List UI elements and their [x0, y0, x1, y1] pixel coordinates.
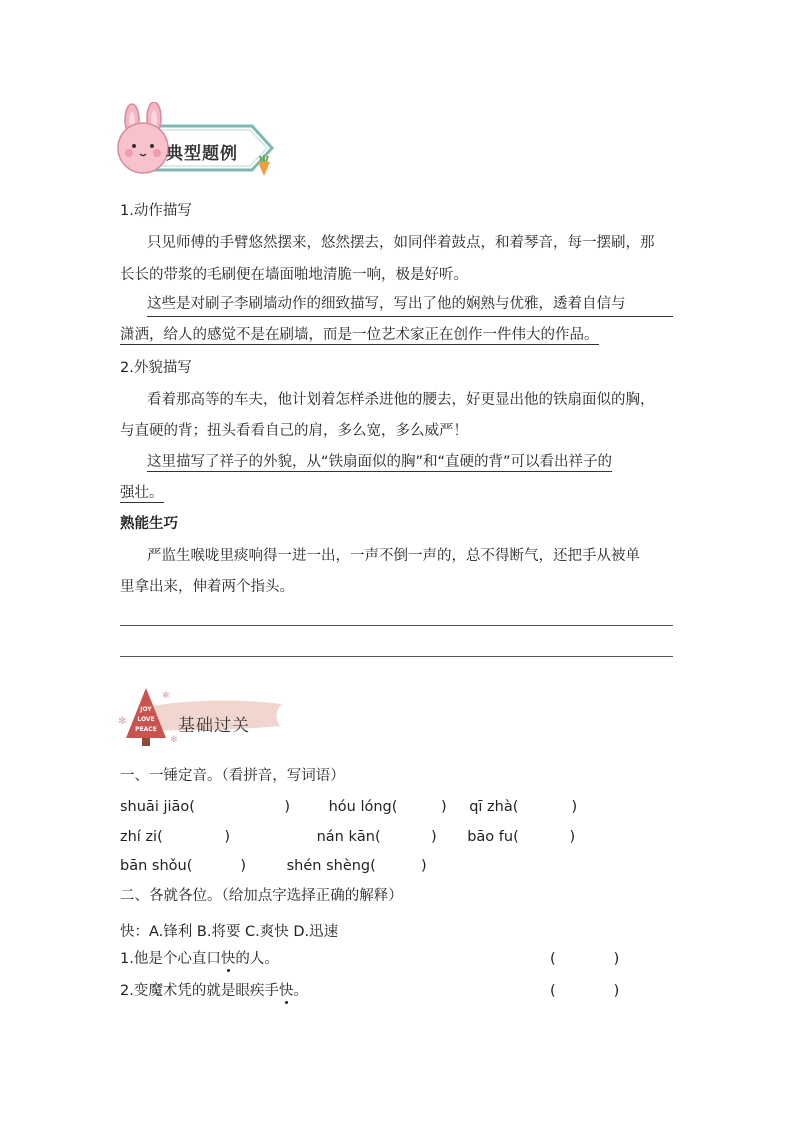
- item1-analysis-line1: [147, 294, 673, 317]
- svg-text:✻: ✻: [162, 691, 170, 701]
- q2-answer-2[interactable]: ( ): [550, 983, 620, 999]
- banner-title-basic: 基础过关: [178, 716, 250, 736]
- svg-text:✻: ✻: [118, 716, 127, 727]
- pinyin-row-3: [120, 856, 427, 876]
- practice-title: 熟能生巧: [120, 516, 178, 532]
- pinyin-1-2-blank[interactable]: ): [440, 799, 447, 815]
- item2-analysis-line2: [120, 483, 164, 503]
- pinyin-2-3: bāo fu(: [467, 829, 519, 845]
- q2-s2-dotted-char: 快: [278, 983, 294, 999]
- practice-text-line1: 严监生喉咙里痰响得一进一出，一声不倒一声的，总不得断气，还把手从被单: [147, 548, 640, 564]
- q2-answer-1[interactable]: ( ): [550, 951, 620, 967]
- practice-text-line2: 里拿出来，伸着两个指头。: [120, 579, 294, 595]
- pinyin-3-1-blank[interactable]: ): [240, 858, 246, 874]
- pinyin-2-2: nán kān(: [316, 829, 381, 845]
- pinyin-2-2-blank[interactable]: ): [430, 829, 437, 845]
- item2-text-line2: 与直硬的背；扭头看看自己的肩，多么宽，多么威严！: [120, 423, 468, 439]
- q2-sentence-1: [120, 949, 279, 969]
- item2-analysis-line1: [147, 452, 612, 472]
- pinyin-3-2: shén shèng(: [286, 858, 376, 874]
- pinyin-3-2-blank[interactable]: ): [420, 858, 427, 874]
- pinyin-row-2: [120, 827, 575, 847]
- svg-text:✻: ✻: [170, 735, 178, 745]
- pinyin-1-1-blank[interactable]: ): [284, 799, 290, 815]
- pinyin-1-3: qī zhà(: [469, 799, 519, 815]
- q2-title: 二、各就各位。（给加点字选择正确的解释）: [120, 888, 403, 904]
- pinyin-1-3-blank[interactable]: ): [571, 799, 578, 815]
- tree-word-love: LOVE: [137, 716, 155, 723]
- pinyin-1-1: shuāi jiāo(: [120, 799, 195, 815]
- q2-s2-post: 。: [293, 983, 308, 999]
- pinyin-2-1-blank[interactable]: ): [224, 829, 230, 845]
- pinyin-2-1: zhí zi(: [120, 829, 163, 845]
- q2-sentence-2: [120, 981, 308, 1001]
- q2-options: 快：A.锋利 B.将要 C.爽快 D.迅速: [120, 924, 339, 940]
- item1-analysis-line2: [120, 325, 599, 345]
- banner-title-typical: 典型题例: [166, 144, 238, 164]
- item2-text-line1: 看着那高等的车夫，他计划着怎样杀进他的腰去，好更显出他的铁扇面似的胸，: [147, 392, 655, 408]
- pinyin-row-1: [120, 797, 577, 817]
- tree-word-peace: PEACE: [135, 726, 157, 733]
- answer-line-1[interactable]: [120, 625, 673, 626]
- item2-title: 2.外貌描写: [120, 360, 192, 376]
- tree-word-joy: JOY: [140, 706, 152, 713]
- q2-s1-pre: 1.他是个心直口: [120, 951, 221, 967]
- q2-s1-post: 的人。: [235, 951, 279, 967]
- q2-s2-pre: 2.变魔术凭的就是眼疾手: [120, 983, 279, 999]
- pinyin-1-2: hóu lóng(: [328, 799, 398, 815]
- item1-analysis-line1-text: 这些是对刷子李刷墙动作的细致描写，写出了他的娴熟与优雅，透着自信与: [147, 296, 626, 312]
- item1-text-line2: 长长的带浆的毛刷便在墙面啪地清脆一响，极是好听。: [120, 267, 468, 283]
- q2-s1-dotted-char: 快: [220, 951, 236, 967]
- q1-title: 一、一锤定音。（看拼音，写词语）: [120, 768, 345, 784]
- pinyin-2-3-blank[interactable]: ): [569, 829, 576, 845]
- item2-analysis-line2-text: 强壮。: [120, 485, 164, 501]
- pinyin-3-1: bān shǒu(: [120, 858, 193, 874]
- item1-analysis-line2-text: 潇洒，给人的感觉不是在刷墙，而是一位艺术家正在创作一件伟大的作品。: [120, 327, 599, 343]
- answer-line-2[interactable]: [120, 656, 673, 657]
- item1-title: 1.动作描写: [120, 203, 192, 219]
- item2-analysis-line1-text: 这里描写了祥子的外貌，从“铁扇面似的胸”和“直硬的背”可以看出祥子的: [147, 454, 613, 470]
- item1-text-line1: 只见师傅的手臂悠然摆来，悠然摆去，如同伴着鼓点，和着琴音，每一摆刷，那: [147, 235, 655, 251]
